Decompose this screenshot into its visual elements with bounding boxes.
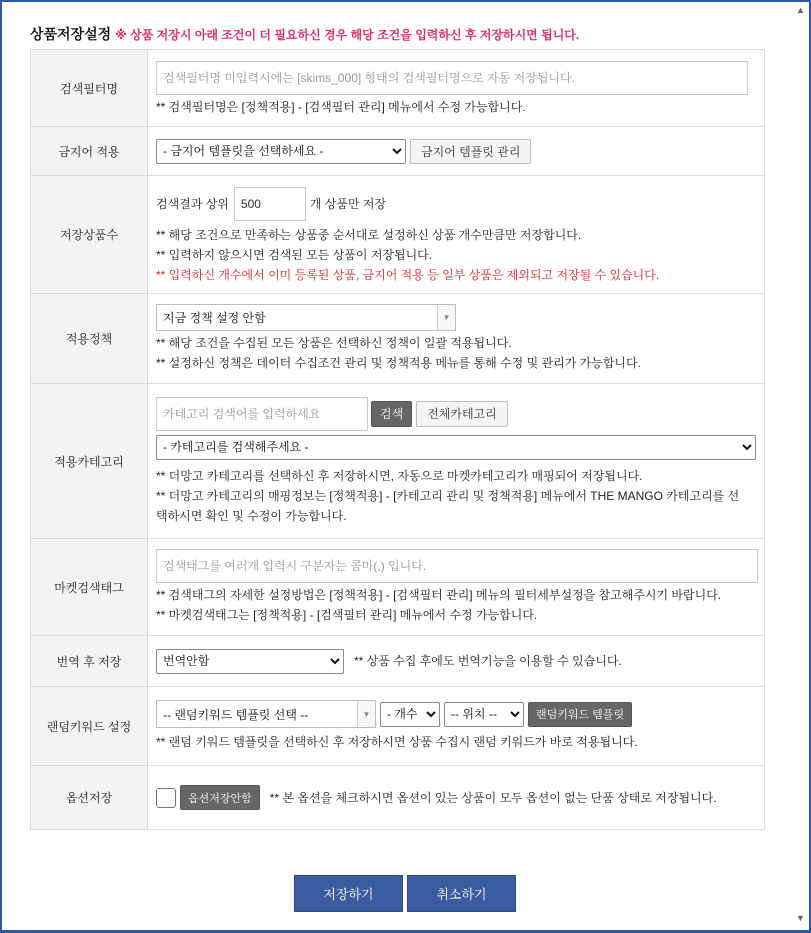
filter-name-cell bbox=[148, 50, 765, 127]
market-tags-note-2: ** 마켓검색태그는 [정책적용] - [검색필터 관리] 메뉴에서 수정 가능합니다. bbox=[156, 608, 538, 622]
category-note-1: ** 더망고 카테고리를 선택하신 후 저장하시면, 자동으로 마켓카테고리가 매핑되어 저장됩니다. bbox=[156, 468, 643, 483]
vertical-scrollbar[interactable] bbox=[792, 2, 809, 927]
row-save-count bbox=[31, 176, 765, 294]
row-category bbox=[31, 384, 765, 539]
option-save-checkbox[interactable] bbox=[156, 788, 176, 808]
scroll-down-arrow-icon[interactable]: ▼ bbox=[796, 913, 805, 923]
save-count-input[interactable] bbox=[234, 187, 306, 221]
random-keyword-cell bbox=[148, 687, 765, 766]
translate-note: ** 상품 수집 후에도 번역기능을 이용할 수 있습니다. bbox=[354, 654, 622, 668]
save-count-warning: ** 입력하신 개수에서 이미 등록된 상품, 금지어 적용 등 일부 상품은 제외되고 저장될 수 있습니다. bbox=[156, 267, 660, 282]
category-search-button[interactable]: 검색 bbox=[371, 401, 412, 427]
translate-select[interactable] bbox=[156, 649, 344, 674]
save-count-suffix: 개 상품만 저장 bbox=[309, 197, 387, 211]
cancel-button[interactable]: 취소하기 bbox=[407, 875, 516, 912]
market-tags-input[interactable] bbox=[156, 549, 758, 583]
row-option-save bbox=[31, 766, 765, 830]
category-select[interactable] bbox=[156, 435, 756, 460]
save-settings-panel bbox=[30, 22, 766, 830]
section-header bbox=[30, 22, 766, 46]
dropdown-arrow-icon: ▼ bbox=[437, 305, 455, 330]
option-save-label: 옵션저장 bbox=[31, 766, 148, 830]
option-save-note: ** 본 옵션을 체크하시면 옵션이 있는 상품이 모두 옵션이 없는 단품 상태로 저장됩니다. bbox=[269, 790, 717, 805]
banned-words-label: 금지어 적용 bbox=[31, 127, 148, 176]
random-keyword-template-select[interactable] bbox=[156, 700, 376, 728]
row-random-keyword bbox=[31, 687, 765, 766]
save-count-prefix: 검색결과 상위 bbox=[156, 197, 229, 211]
random-keyword-template-button[interactable]: 랜덤키워드 템플릿 bbox=[528, 702, 632, 727]
market-tags-note-1: ** 검색태그의 자세한 설정방법은 [정책적용] - [검색필터 관리] 메뉴의 필터세부설정을 참고해주시기 바랍니다. bbox=[156, 588, 722, 602]
market-tags-cell bbox=[148, 539, 765, 636]
translate-label: 번역 후 저장 bbox=[31, 636, 148, 687]
row-filter-name bbox=[31, 50, 765, 127]
policy-label: 적용정책 bbox=[31, 294, 148, 384]
banned-words-manage-button[interactable]: 금지어 템플릿 관리 bbox=[410, 139, 531, 164]
save-button[interactable]: 저장하기 bbox=[294, 875, 403, 912]
filter-name-label: 검색필터명 bbox=[31, 50, 148, 127]
category-note-2a: ** 더망고 카테고리의 매핑정보는 [정책적용] - [카테고리 관리 및 정책적용] 메뉴에서 THE MANGO 카테고리를 선 bbox=[156, 488, 740, 503]
row-policy bbox=[31, 294, 765, 384]
settings-form-table bbox=[30, 49, 765, 830]
save-count-label: 저장상품수 bbox=[31, 176, 148, 294]
option-save-toggle-button[interactable]: 옵션저장안함 bbox=[180, 785, 260, 810]
form-actions bbox=[294, 875, 516, 912]
section-title: 상품저장설정 bbox=[30, 26, 112, 42]
random-keyword-label: 랜덤키워드 설정 bbox=[31, 687, 148, 766]
category-label: 적용카테고리 bbox=[31, 384, 148, 539]
translate-cell bbox=[148, 636, 765, 687]
category-search-input[interactable] bbox=[156, 397, 368, 431]
market-tags-label: 마켓검색태그 bbox=[31, 539, 148, 636]
policy-note-1: ** 해당 조건을 수집된 모든 상품은 선택하신 정책이 일괄 적용됩니다. bbox=[156, 336, 512, 350]
filter-name-note: ** 검색필터명은 [정책적용] - [검색필터 관리] 메뉴에서 수정 가능합니다. bbox=[156, 100, 526, 114]
scroll-up-arrow-icon[interactable]: ▲ bbox=[796, 5, 805, 15]
row-banned-words bbox=[31, 127, 765, 176]
policy-select-value: 지금 정책 설정 안함 bbox=[163, 311, 266, 325]
save-count-note-1: ** 해당 조건으로 만족하는 상품중 순서대로 설정하신 상품 개수만큼만 저장합니다. bbox=[156, 227, 582, 242]
policy-cell bbox=[148, 294, 765, 384]
category-note-2b: 택하시면 확인 및 수정이 가능합니다. bbox=[156, 508, 347, 523]
save-count-note-2: ** 입력하지 않으시면 검색된 모든 상품이 저장됩니다. bbox=[156, 247, 433, 262]
section-notice: ※ 상품 저장시 아래 조건이 더 필요하신 경우 해당 조건을 입력하신 후 저장하시면 됩니다. bbox=[115, 27, 580, 42]
policy-note-2: ** 설정하신 정책은 데이터 수집조건 관리 및 정책적용 메뉴를 통해 수정 및 관리가 가능합니다. bbox=[156, 356, 641, 370]
row-translate bbox=[31, 636, 765, 687]
random-keyword-note: ** 랜덤 키워드 템플릿을 선택하신 후 저장하시면 상품 수집시 랜덤 키워드가 바로 적용됩니다. bbox=[156, 735, 638, 749]
option-save-cell bbox=[148, 766, 765, 830]
banned-words-select[interactable] bbox=[156, 139, 406, 164]
row-market-tags bbox=[31, 539, 765, 636]
category-cell bbox=[148, 384, 765, 539]
random-keyword-template-value: -- 랜덤키워드 템플릿 선택 -- bbox=[163, 707, 309, 722]
banned-words-cell bbox=[148, 127, 765, 176]
save-count-cell bbox=[148, 176, 765, 294]
random-keyword-count-select[interactable] bbox=[380, 702, 440, 727]
random-keyword-position-select[interactable] bbox=[444, 702, 524, 727]
filter-name-input[interactable] bbox=[156, 61, 748, 95]
policy-select[interactable] bbox=[156, 304, 456, 331]
dropdown-arrow-icon: ▼ bbox=[357, 701, 375, 727]
category-all-button[interactable]: 전체카테고리 bbox=[416, 401, 508, 427]
